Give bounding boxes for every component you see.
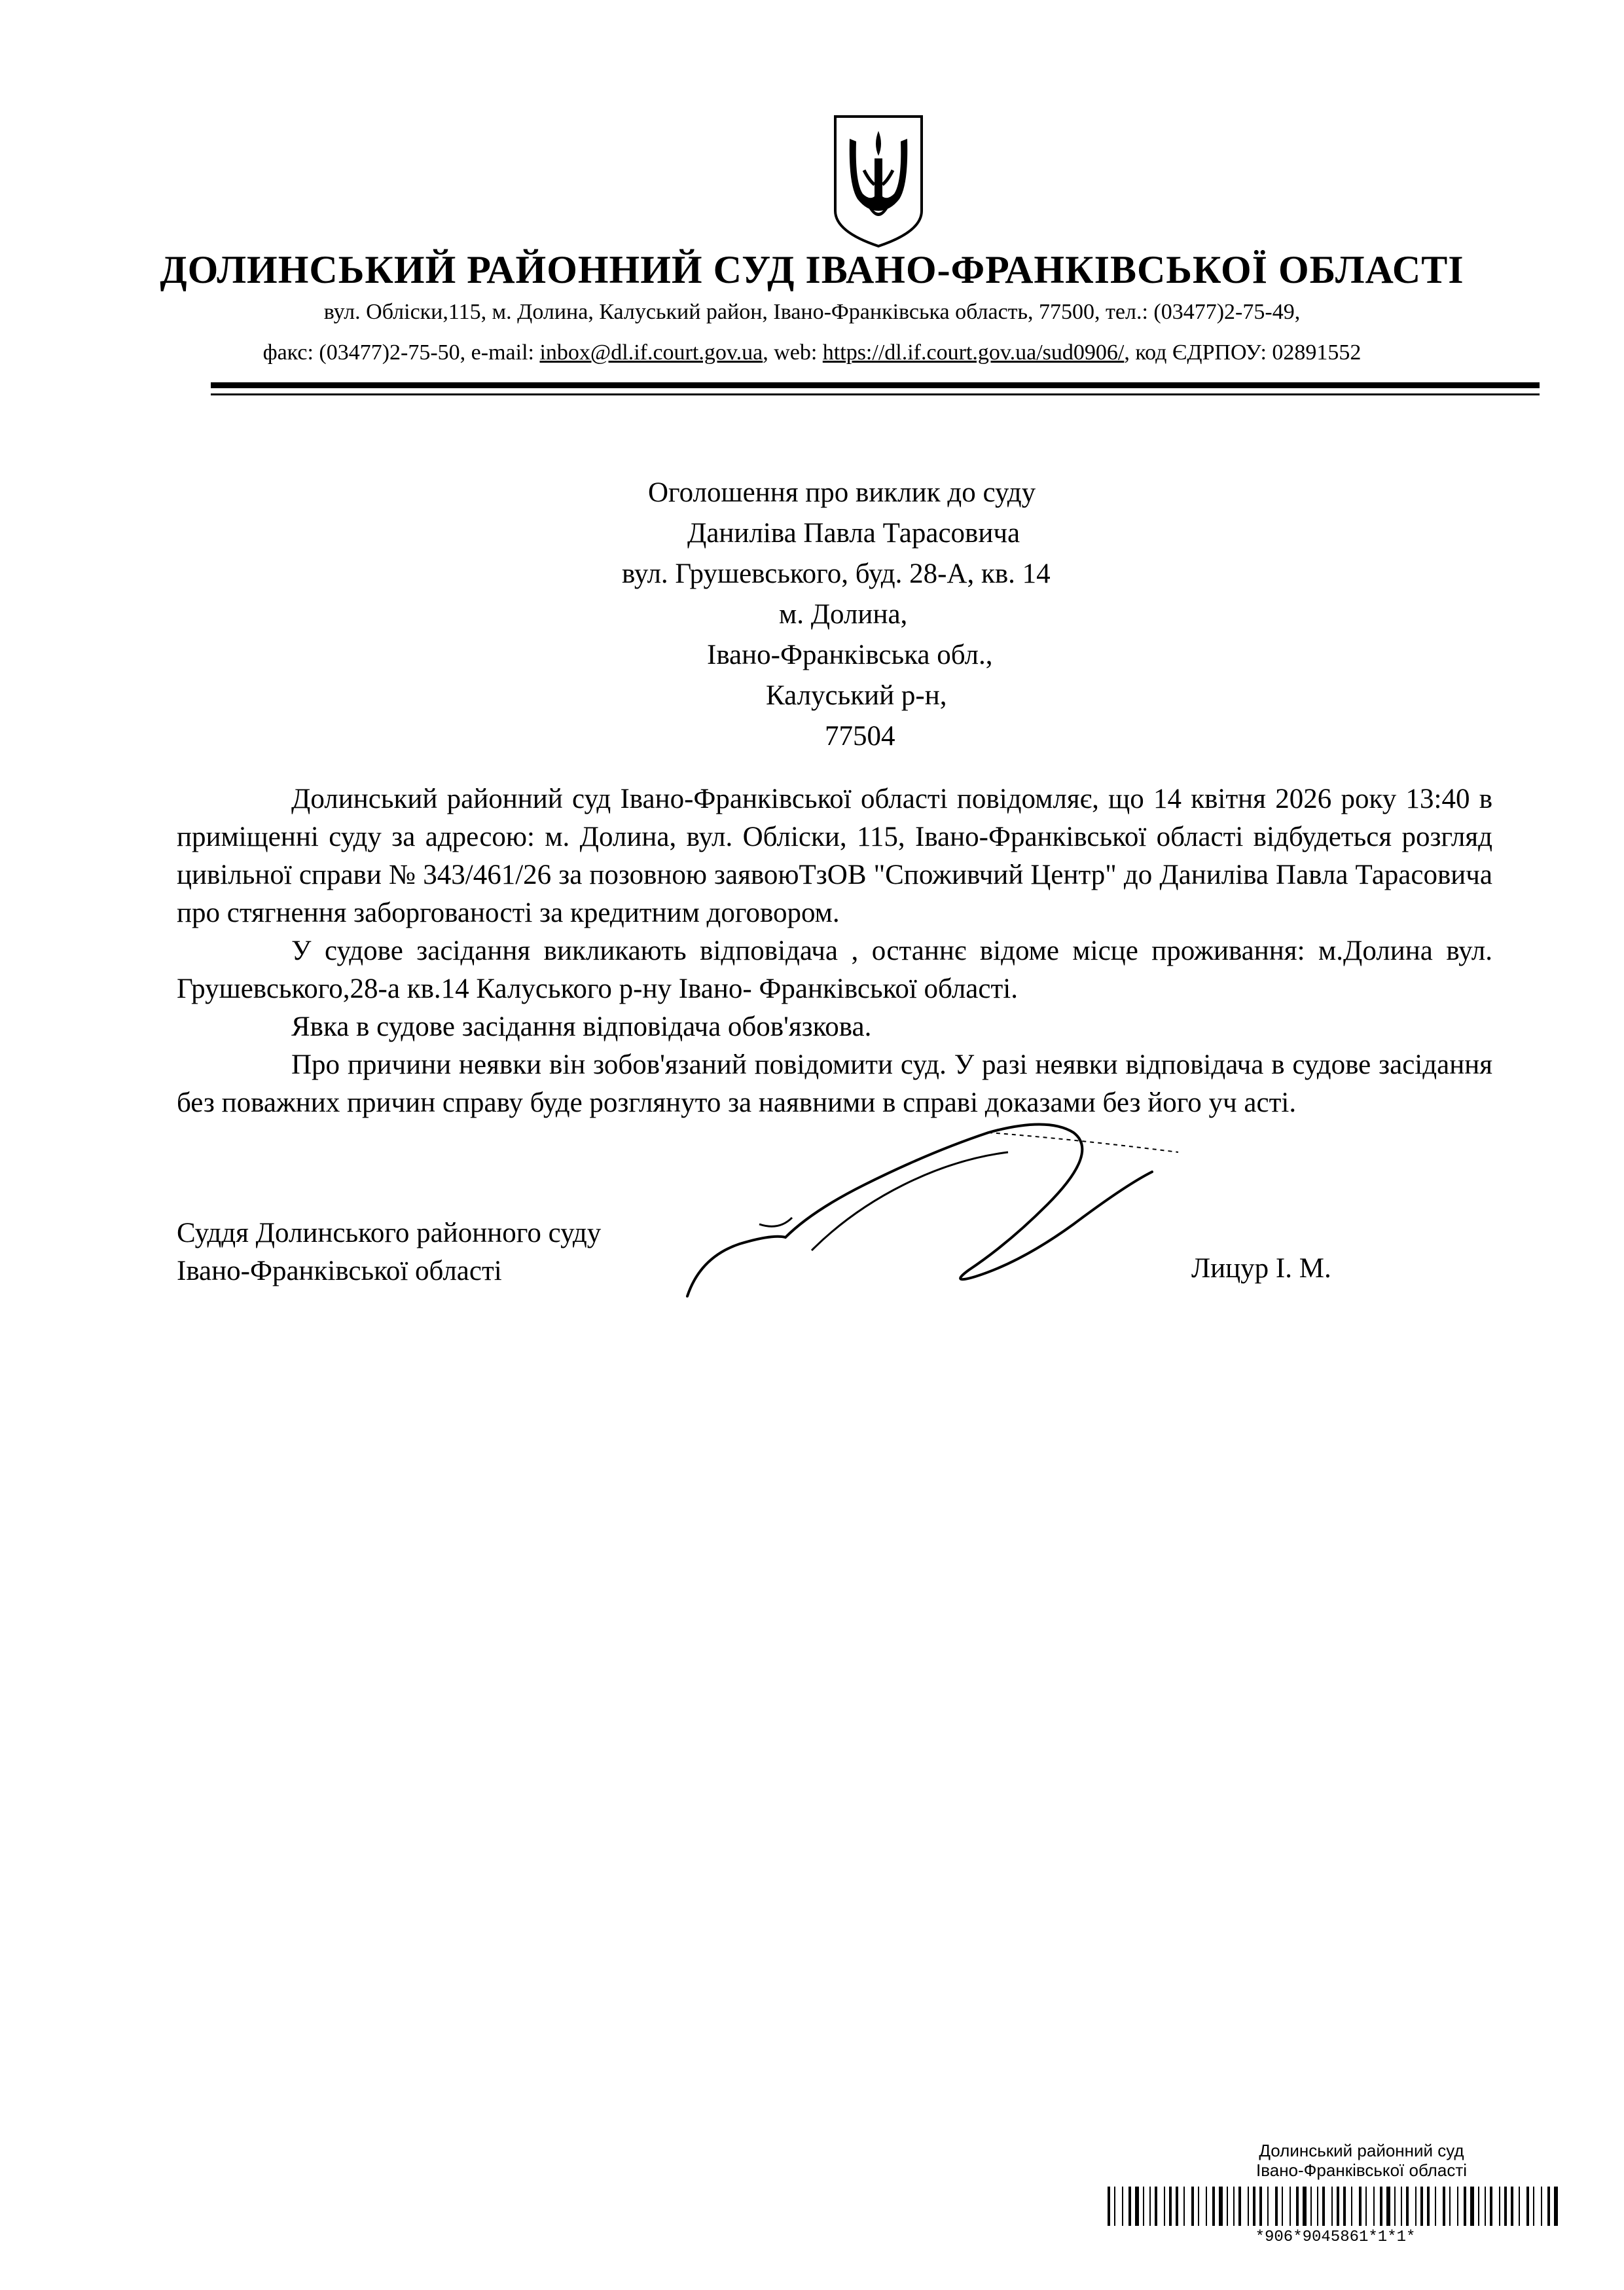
barcode (1106, 2187, 1564, 2226)
judge-title-line: Івано-Франківської області (177, 1256, 502, 1286)
recipient-block (0, 473, 1624, 757)
notice-body (177, 780, 1492, 1122)
judge-title-line: Суддя Долинського районного суду (177, 1218, 602, 1248)
body-paragraph: Про причини неявки він зобов'язаний повідомити суд. У разі неявки відповідача в судове засідання без поважних причин справу буде розглянуто за наявними в справі доказами без його уч асті. (177, 1049, 1492, 1118)
edrpou-code: , код ЄДРПОУ: 02891552 (1124, 340, 1362, 365)
handwritten-signature (681, 1113, 1244, 1309)
email-link[interactable]: inbox@dl.if.court.gov.ua (539, 340, 763, 365)
recipient-district: Калуський р-н, (766, 680, 947, 711)
recipient-city: м. Долина, (779, 599, 908, 630)
body-paragraph: Явка в судове засідання відповідача обов'язкова. (291, 1011, 872, 1042)
footer-stamp-line: Долинський районний суд (1259, 2141, 1464, 2160)
trident-emblem-icon (830, 113, 927, 249)
recipient-region: Івано-Франківська обл., (707, 640, 993, 670)
judge-name: Лицур І. М. (1191, 1253, 1331, 1284)
recipient-postal-code: 77504 (825, 721, 895, 752)
website-link[interactable]: https://dl.if.court.gov.ua/sud0906/ (822, 340, 1125, 365)
recipient-street: вул. Грушевського, буд. 28-А, кв. 14 (622, 558, 1051, 589)
judge-title (177, 1214, 601, 1290)
court-name-heading: ДОЛИНСЬКИЙ РАЙОННИЙ СУД ІВАНО-ФРАНКІВСЬКОЇ ОБЛАСТІ (160, 248, 1464, 291)
notice-title: Оголошення про виклик до суду (648, 477, 1036, 508)
footer-court-stamp (1165, 2141, 1558, 2180)
body-paragraph: Долинський районний суд Івано-Франківської області повідомляє, що 14 квітня 2026 року 13:40 в приміщенні суду за адресою: м. Долина, вул. Обліски, 115, Івано-Франківської області відбудеться розгляд цивільної справи № 343/461/26 за позовною заявоюТзОВ "Споживчий Центр" до Даниліва Павла Тарасовича про стягнення заборгованості за кредитним договором. (177, 784, 1492, 928)
fax-text: факс: (03477)2-75-50, e-mail: (262, 340, 540, 365)
footer-stamp-line: Івано-Франківської області (1255, 2160, 1468, 2180)
recipient-name: Даниліва Павла Тарасовича (687, 518, 1020, 549)
web-label: , web: (763, 340, 823, 365)
header-divider-thin (211, 393, 1540, 395)
barcode-number: *906*9045861*1*1* (1255, 2228, 1416, 2246)
body-paragraph: У судове засідання викликають відповідача , останнє відоме місце проживання: м.Долина вул. Грушевського,28-а кв.14 Калуського р-ну Івано- Франківської області. (177, 936, 1492, 1004)
court-address-line: вул. Обліски,115, м. Долина, Калуський район, Івано-Франківська область, 77500, тел.: (03477)2-75-49, (323, 300, 1301, 324)
header-divider-thick (211, 382, 1540, 388)
court-contacts-line (0, 340, 1624, 365)
